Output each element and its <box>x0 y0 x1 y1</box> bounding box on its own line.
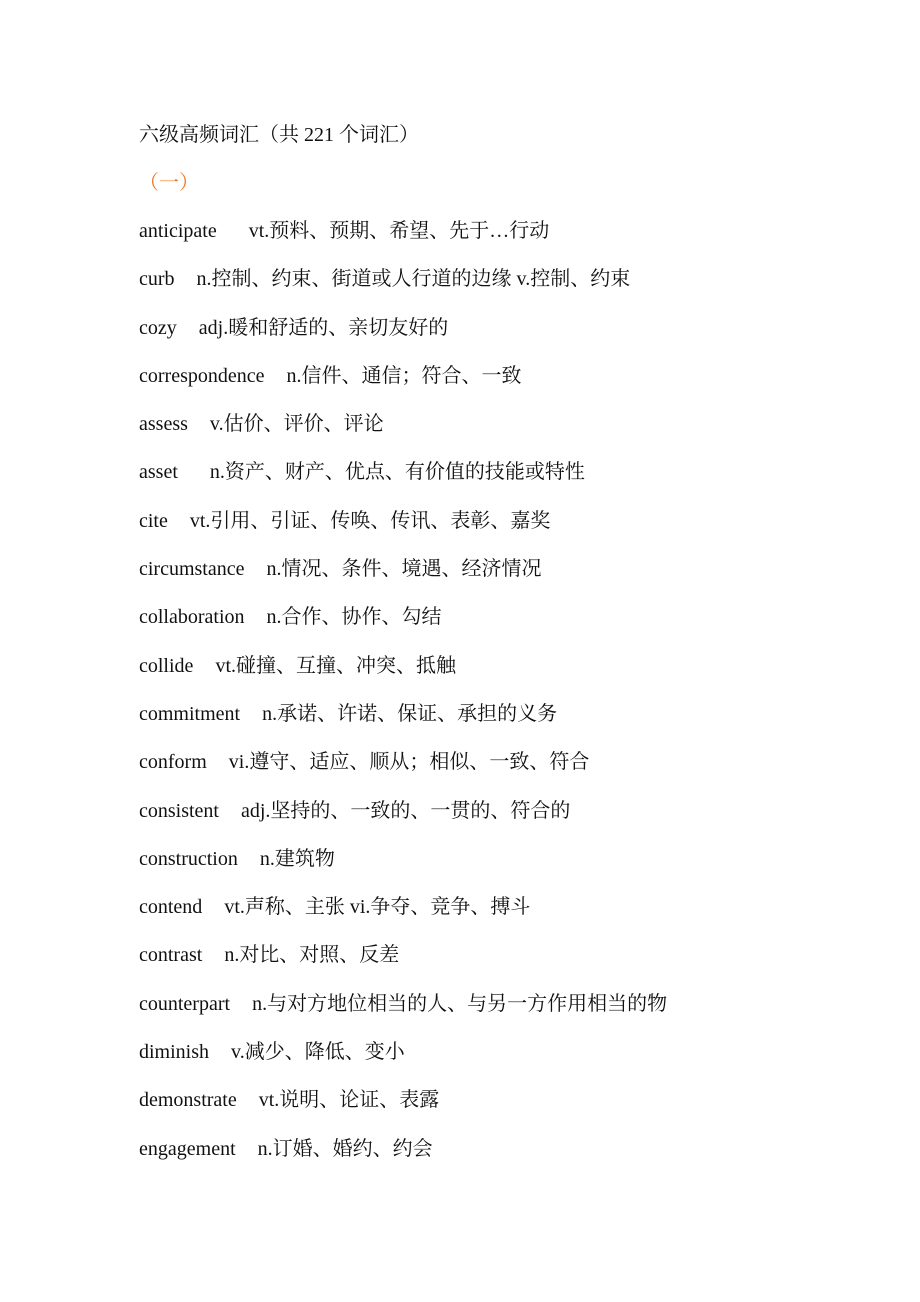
vocab-word: correspondence <box>139 364 265 387</box>
vocab-definition: vt.碰撞、互撞、冲突、抵触 <box>215 654 456 677</box>
vocab-word: counterpart <box>139 992 231 1015</box>
vocab-entry <box>139 214 859 262</box>
vocab-word: construction <box>139 847 238 870</box>
vocab-entry <box>139 359 859 407</box>
vocab-entry <box>139 311 859 359</box>
vocab-entry <box>139 504 859 552</box>
document-title: 六级高频词汇（共 221 个词汇） <box>139 124 419 146</box>
vocab-entry <box>139 1035 859 1083</box>
vocab-definition: n.情况、条件、境遇、经济情况 <box>266 558 542 581</box>
vocab-definition: v.估价、评价、评论 <box>209 413 384 436</box>
vocab-word: contrast <box>139 944 203 967</box>
vocab-definition: n.建筑物 <box>259 847 335 870</box>
vocab-word: demonstrate <box>139 1089 237 1112</box>
vocab-word: engagement <box>139 1137 236 1160</box>
vocab-definition: adj.暖和舒适的、亲切友好的 <box>198 316 449 339</box>
vocab-entry <box>139 455 859 503</box>
vocab-list <box>139 214 859 1180</box>
vocab-definition: vt.预料、预期、希望、先于…行动 <box>248 220 550 242</box>
vocab-definition: n.对比、对照、反差 <box>224 944 400 967</box>
vocab-entry <box>139 600 859 648</box>
vocab-entry <box>139 890 859 938</box>
vocab-definition: vi.遵守、适应、顺从；相似、一致、符合 <box>228 751 590 774</box>
vocab-word: commitment <box>139 702 241 725</box>
vocab-entry <box>139 649 859 697</box>
vocab-word: circumstance <box>139 558 245 581</box>
vocab-definition: n.承诺、许诺、保证、承担的义务 <box>262 702 558 725</box>
vocab-word: consistent <box>139 799 219 822</box>
vocab-word: cite <box>139 509 168 532</box>
vocab-definition: n.订婚、婚约、约会 <box>257 1137 433 1160</box>
vocab-definition: n.与对方地位相当的人、与另一方作用相当的物 <box>252 992 668 1015</box>
vocab-definition: n.合作、协作、勾结 <box>266 606 442 629</box>
vocab-entry <box>139 745 859 793</box>
vocab-entry <box>139 697 859 745</box>
vocab-word: asset <box>139 461 178 484</box>
section-label: （一） <box>139 172 199 194</box>
vocab-word: collaboration <box>139 606 245 629</box>
vocab-entry <box>139 1083 859 1131</box>
vocab-word: cozy <box>139 316 177 339</box>
vocab-word: conform <box>139 751 207 774</box>
vocab-definition: v.减少、降低、变小 <box>231 1041 405 1064</box>
vocab-entry <box>139 262 859 310</box>
vocab-word: collide <box>139 654 194 677</box>
vocab-definition: vt.说明、论证、表露 <box>258 1089 440 1112</box>
vocab-entry <box>139 552 859 600</box>
vocab-word: diminish <box>139 1041 210 1064</box>
vocab-definition: vt.引用、引证、传唤、传讯、表彰、嘉奖 <box>189 509 551 532</box>
vocab-entry <box>139 794 859 842</box>
vocab-entry <box>139 842 859 890</box>
vocab-word: anticipate <box>139 220 217 242</box>
vocab-entry <box>139 1132 859 1180</box>
vocab-definition: vt.声称、主张 vi.争夺、竞争、搏斗 <box>224 896 531 919</box>
document-page <box>139 118 859 1180</box>
vocab-word: curb <box>139 268 175 291</box>
vocab-definition: n.信件、通信；符合、一致 <box>286 364 522 387</box>
vocab-definition: n.控制、约束、街道或人行道的边缘 v.控制、约束 <box>196 268 631 291</box>
vocab-entry <box>139 987 859 1035</box>
vocab-word: assess <box>139 413 188 436</box>
vocab-definition: n.资产、财产、优点、有价值的技能或特性 <box>209 461 585 484</box>
vocab-entry <box>139 407 859 455</box>
vocab-word: contend <box>139 896 203 919</box>
vocab-entry <box>139 938 859 986</box>
vocab-definition: adj.坚持的、一致的、一贯的、符合的 <box>241 799 571 822</box>
